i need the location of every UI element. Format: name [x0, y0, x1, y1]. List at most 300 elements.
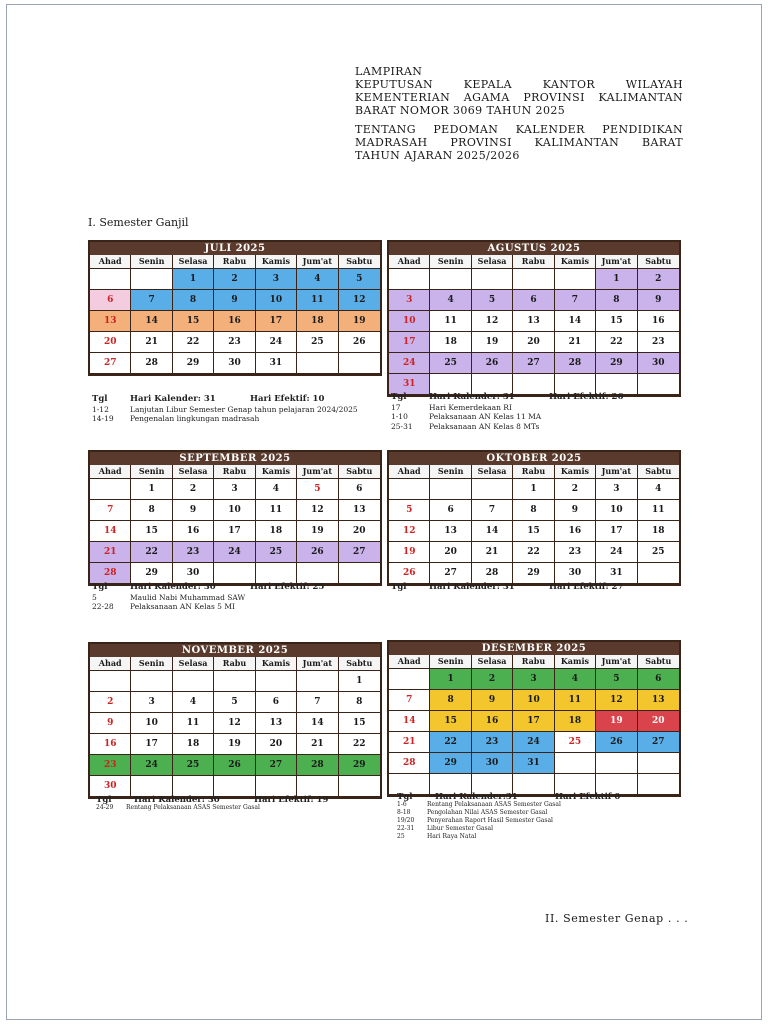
weekday-header: Selasa [472, 465, 513, 479]
calendar-day: 24 [256, 332, 297, 353]
summary-kalender: Hari Kalender: 31 [130, 394, 216, 404]
calendar-day: 6 [513, 290, 554, 311]
calendar-grid [90, 657, 380, 797]
calendar-day: 20 [638, 711, 679, 732]
calendar-day: 22 [596, 332, 637, 353]
calendar-notes-juli [92, 395, 384, 424]
summary-kalender: Hari Kalender: 31 [429, 392, 515, 402]
weekday-header: Rabu [214, 465, 255, 479]
calendar-day: 7 [555, 290, 596, 311]
calendar-day: 18 [173, 734, 214, 755]
calendar-day: 2 [90, 692, 131, 713]
calendar-summary [397, 793, 687, 801]
calendar-day: 22 [173, 332, 214, 353]
summary-kalender: Hari Kalender: 30 [130, 582, 216, 592]
calendar-day: 14 [472, 521, 513, 542]
calendar-day: 18 [555, 711, 596, 732]
calendar-summary [391, 393, 683, 403]
calendar-day: 1 [596, 269, 637, 290]
calendar-day: 8 [173, 290, 214, 311]
calendar-empty-cell [173, 671, 214, 692]
calendar-day: 21 [555, 332, 596, 353]
note-date: 22-28 [92, 602, 114, 611]
calendar-day: 8 [513, 500, 554, 521]
calendar-day: 11 [173, 713, 214, 734]
weekday-header: Sabtu [638, 465, 679, 479]
header-line: KEPUTUSAN KEPALA KANTOR WILAYAH [355, 78, 683, 91]
calendar-day: 5 [389, 500, 430, 521]
calendar-day: 5 [214, 692, 255, 713]
calendar-day: 15 [513, 521, 554, 542]
calendar-day: 22 [339, 734, 380, 755]
weekday-header: Jum'at [596, 255, 637, 269]
calendar-title: NOVEMBER 2025 [90, 644, 380, 657]
calendar-day: 4 [638, 479, 679, 500]
note-date: 1-12 [92, 404, 109, 414]
calendar-empty-cell [173, 776, 214, 797]
calendar-day: 2 [472, 669, 513, 690]
calendar-day: 29 [430, 753, 471, 774]
note-row [92, 593, 384, 603]
calendar-day: 4 [173, 692, 214, 713]
calendar-day: 26 [472, 353, 513, 374]
calendar-day: 21 [131, 332, 172, 353]
calendar-day: 23 [638, 332, 679, 353]
calendar-day: 18 [256, 521, 297, 542]
calendar-day: 10 [214, 500, 255, 521]
calendar-day: 24 [513, 732, 554, 753]
note-row [397, 817, 687, 825]
weekday-header: Sabtu [339, 255, 380, 269]
weekday-header: Selasa [173, 465, 214, 479]
calendar-empty-cell [90, 671, 131, 692]
calendar-day: 4 [430, 290, 471, 311]
calendar-oktober [387, 450, 681, 586]
calendar-day: 9 [472, 690, 513, 711]
note-date: 17 [391, 402, 401, 412]
note-row [391, 412, 683, 422]
calendar-day: 1 [430, 669, 471, 690]
note-text: Maulid Nabi Muhammad SAW [130, 592, 246, 602]
calendar-day: 26 [297, 542, 338, 563]
calendar-day: 16 [638, 311, 679, 332]
weekday-header: Selasa [472, 655, 513, 669]
calendar-day: 30 [638, 353, 679, 374]
header-line: MADRASAH PROVINSI KALIMANTAN BARAT [355, 136, 683, 149]
calendar-day: 29 [596, 353, 637, 374]
calendar-day: 11 [430, 311, 471, 332]
calendar-day: 15 [173, 311, 214, 332]
note-date: 25-31 [391, 421, 413, 431]
calendar-empty-cell [513, 269, 554, 290]
calendar-juli [88, 240, 382, 376]
calendar-day: 8 [339, 692, 380, 713]
calendar-day: 16 [555, 521, 596, 542]
calendar-day: 5 [339, 269, 380, 290]
calendar-day: 28 [389, 753, 430, 774]
calendar-day: 10 [131, 713, 172, 734]
calendar-empty-cell [596, 753, 637, 774]
next-section-label: II. Semester Genap . . . [545, 912, 689, 925]
calendar-day: 10 [513, 690, 554, 711]
calendar-day: 12 [389, 521, 430, 542]
calendar-empty-cell [297, 671, 338, 692]
calendar-empty-cell [555, 269, 596, 290]
calendar-day: 23 [555, 542, 596, 563]
summary-kalender: Hari Kalender: 30 [134, 795, 220, 805]
weekday-header: Kamis [555, 465, 596, 479]
summary-tgl: Tgl [92, 394, 108, 404]
note-text: Pengolahan Nilai ASAS Semester Gasal [427, 809, 548, 816]
calendar-day: 14 [555, 311, 596, 332]
weekday-header: Ahad [389, 655, 430, 669]
calendar-day: 11 [256, 500, 297, 521]
calendar-empty-cell [430, 269, 471, 290]
calendar-day: 6 [430, 500, 471, 521]
calendar-day: 6 [638, 669, 679, 690]
header-line: KEMENTERIAN AGAMA PROVINSI KALIMANTAN [355, 91, 683, 104]
calendar-day: 1 [131, 479, 172, 500]
calendar-day: 2 [555, 479, 596, 500]
weekday-header: Rabu [214, 255, 255, 269]
calendar-day: 9 [90, 713, 131, 734]
weekday-header: Senin [430, 255, 471, 269]
calendar-day: 1 [339, 671, 380, 692]
calendar-empty-cell [638, 753, 679, 774]
weekday-header: Senin [131, 465, 172, 479]
calendar-day: 13 [430, 521, 471, 542]
calendar-day: 28 [131, 353, 172, 374]
calendar-notes-oktober [391, 583, 683, 593]
calendar-day: 19 [472, 332, 513, 353]
calendar-day: 26 [339, 332, 380, 353]
calendar-day: 7 [297, 692, 338, 713]
calendar-day: 29 [131, 563, 172, 584]
calendar-day: 26 [214, 755, 255, 776]
semester-heading: I. Semester Ganjil [88, 216, 189, 229]
calendar-title: AGUSTUS 2025 [389, 242, 679, 255]
calendar-empty-cell [214, 671, 255, 692]
calendar-day: 13 [90, 311, 131, 332]
note-row [391, 422, 683, 432]
calendar-empty-cell [131, 269, 172, 290]
calendar-day: 21 [297, 734, 338, 755]
calendar-summary [92, 395, 384, 405]
calendar-empty-cell [256, 671, 297, 692]
calendar-day: 11 [297, 290, 338, 311]
note-row [92, 414, 384, 424]
calendar-day: 17 [596, 521, 637, 542]
calendar-day: 22 [430, 732, 471, 753]
header-line: BARAT NOMOR 3069 TAHUN 2025 [355, 104, 566, 117]
weekday-header: Ahad [389, 465, 430, 479]
calendar-day: 2 [214, 269, 255, 290]
calendar-day: 13 [256, 713, 297, 734]
calendar-empty-cell [638, 774, 679, 795]
weekday-header: Jum'at [596, 655, 637, 669]
calendar-day: 25 [430, 353, 471, 374]
calendar-day: 6 [256, 692, 297, 713]
calendar-day: 5 [472, 290, 513, 311]
weekday-header: Senin [430, 465, 471, 479]
calendar-day: 1 [513, 479, 554, 500]
calendar-day: 30 [214, 353, 255, 374]
calendar-november [88, 642, 382, 799]
weekday-header: Senin [131, 657, 172, 671]
calendar-day: 9 [638, 290, 679, 311]
calendar-day: 8 [131, 500, 172, 521]
calendar-day: 23 [214, 332, 255, 353]
note-row [391, 403, 683, 413]
calendar-day: 27 [638, 732, 679, 753]
calendar-day: 4 [256, 479, 297, 500]
calendar-day: 17 [214, 521, 255, 542]
weekday-header: Rabu [513, 465, 554, 479]
note-text: Rentang Pelaksanaan ASAS Semester Gasal [126, 804, 260, 811]
calendar-day: 5 [297, 479, 338, 500]
calendar-day: 21 [90, 542, 131, 563]
calendar-day: 12 [297, 500, 338, 521]
calendar-day: 21 [472, 542, 513, 563]
calendar-day: 18 [430, 332, 471, 353]
summary-efektif: Hari Efektif: 19 [254, 795, 329, 805]
calendar-empty-cell [214, 563, 255, 584]
calendar-day: 16 [214, 311, 255, 332]
summary-kalender: Hari Kalender:31 [435, 792, 518, 802]
calendar-empty-cell [339, 353, 380, 374]
calendar-day: 27 [430, 563, 471, 584]
note-date: 24-29 [96, 804, 114, 811]
note-date: 5 [92, 592, 97, 602]
calendar-day: 18 [297, 311, 338, 332]
calendar-empty-cell [339, 776, 380, 797]
calendar-day: 29 [173, 353, 214, 374]
note-row [397, 801, 687, 809]
calendar-day: 8 [596, 290, 637, 311]
note-text: Pengenalan lingkungan madrasah [130, 414, 260, 423]
calendar-empty-cell [256, 563, 297, 584]
header-line: LAMPIRAN [355, 65, 423, 78]
calendar-empty-cell [256, 776, 297, 797]
calendar-day: 31 [596, 563, 637, 584]
note-text: Libur Semester Gasal [427, 825, 494, 832]
calendar-day: 23 [173, 542, 214, 563]
header-line: TENTANG PEDOMAN KALENDER PENDIDIKAN [355, 123, 683, 136]
calendar-day: 27 [90, 353, 131, 374]
weekday-header: Ahad [90, 657, 131, 671]
calendar-day: 9 [555, 500, 596, 521]
weekday-header: Sabtu [638, 655, 679, 669]
summary-tgl: Tgl [391, 582, 407, 592]
note-text: Pelaksanaan AN Kelas 11 MA [429, 412, 542, 421]
calendar-empty-cell [430, 479, 471, 500]
calendar-day: 13 [339, 500, 380, 521]
calendar-day: 3 [389, 290, 430, 311]
calendar-day: 9 [173, 500, 214, 521]
calendar-day: 31 [513, 753, 554, 774]
calendar-summary [96, 796, 386, 804]
calendar-day: 29 [339, 755, 380, 776]
calendar-desember [387, 640, 681, 797]
calendar-day: 30 [555, 563, 596, 584]
note-date: 25 [397, 833, 405, 840]
calendar-empty-cell [555, 753, 596, 774]
calendar-day: 31 [256, 353, 297, 374]
calendar-empty-cell [131, 776, 172, 797]
weekday-header: Kamis [555, 655, 596, 669]
calendar-day: 3 [214, 479, 255, 500]
calendar-agustus [387, 240, 681, 397]
note-date: 22-31 [397, 825, 415, 832]
calendar-empty-cell [297, 563, 338, 584]
calendar-notes-november [96, 796, 386, 812]
calendar-day: 10 [596, 500, 637, 521]
note-row [92, 602, 384, 612]
calendar-september [88, 450, 382, 586]
weekday-header: Ahad [389, 255, 430, 269]
calendar-day: 22 [131, 542, 172, 563]
weekday-header: Rabu [513, 255, 554, 269]
calendar-day: 28 [90, 563, 131, 584]
calendar-notes-desember [397, 793, 687, 841]
weekday-header: Jum'at [297, 255, 338, 269]
note-text: Pelaksanaan AN Kelas 5 MI [130, 602, 235, 611]
calendar-day: 14 [131, 311, 172, 332]
note-row [397, 825, 687, 833]
calendar-day: 6 [339, 479, 380, 500]
summary-efektif: Hari Efektif: 27 [549, 582, 624, 592]
calendar-empty-cell [214, 776, 255, 797]
calendar-day: 25 [297, 332, 338, 353]
calendar-day: 7 [472, 500, 513, 521]
calendar-summary [92, 583, 384, 593]
calendar-day: 13 [513, 311, 554, 332]
calendar-day: 19 [389, 542, 430, 563]
calendar-day: 17 [513, 711, 554, 732]
summary-tgl: Tgl [92, 582, 108, 592]
calendar-day: 7 [389, 690, 430, 711]
calendar-day: 15 [430, 711, 471, 732]
weekday-header: Ahad [90, 255, 131, 269]
weekday-header: Kamis [256, 657, 297, 671]
weekday-header: Rabu [214, 657, 255, 671]
calendar-day: 24 [389, 353, 430, 374]
weekday-header: Sabtu [339, 657, 380, 671]
calendar-day: 19 [339, 311, 380, 332]
calendar-day: 25 [555, 732, 596, 753]
calendar-day: 27 [256, 755, 297, 776]
calendar-day: 15 [339, 713, 380, 734]
calendar-day: 24 [214, 542, 255, 563]
calendar-empty-cell [297, 353, 338, 374]
note-row [397, 809, 687, 817]
calendar-day: 17 [256, 311, 297, 332]
note-text: Lanjutan Libur Semester Genap tahun pelajaran 2024/2025 [130, 404, 358, 414]
calendar-day: 26 [596, 732, 637, 753]
weekday-header: Rabu [513, 655, 554, 669]
calendar-day: 20 [339, 521, 380, 542]
calendar-empty-cell [638, 563, 679, 584]
calendar-day: 26 [389, 563, 430, 584]
calendar-day: 3 [596, 479, 637, 500]
calendar-day: 25 [173, 755, 214, 776]
calendar-day: 15 [596, 311, 637, 332]
calendar-empty-cell [339, 563, 380, 584]
calendar-notes-september [92, 583, 384, 612]
calendar-day: 7 [90, 500, 131, 521]
document-header [355, 65, 683, 162]
calendar-day: 12 [214, 713, 255, 734]
weekday-header: Kamis [256, 255, 297, 269]
calendar-day: 11 [638, 500, 679, 521]
weekday-header: Jum'at [596, 465, 637, 479]
calendar-grid [90, 255, 380, 374]
note-row [96, 804, 386, 812]
weekday-header: Jum'at [297, 465, 338, 479]
weekday-header: Kamis [256, 465, 297, 479]
note-text: Hari Kemerdekaan RI [429, 402, 512, 412]
calendar-day: 30 [173, 563, 214, 584]
summary-tgl: Tgl [397, 792, 413, 802]
calendar-day: 20 [256, 734, 297, 755]
note-text: Rentang Pelaksanaan ASAS Semester Gasal [427, 801, 561, 808]
calendar-day: 27 [339, 542, 380, 563]
calendar-day: 28 [297, 755, 338, 776]
calendar-day: 31 [389, 374, 430, 395]
calendar-empty-cell [297, 776, 338, 797]
calendar-day: 8 [430, 690, 471, 711]
note-row [397, 833, 687, 841]
calendar-empty-cell [472, 269, 513, 290]
calendar-day: 3 [513, 669, 554, 690]
summary-tgl: Tgl [96, 795, 112, 805]
calendar-day: 24 [596, 542, 637, 563]
calendar-day: 7 [131, 290, 172, 311]
calendar-day: 12 [596, 690, 637, 711]
calendar-day: 12 [472, 311, 513, 332]
calendar-grid [90, 465, 380, 584]
calendar-title: JULI 2025 [90, 242, 380, 255]
calendar-day: 6 [90, 290, 131, 311]
header-line: TAHUN AJARAN 2025/2026 [355, 149, 520, 162]
calendar-day: 3 [131, 692, 172, 713]
calendar-day: 13 [638, 690, 679, 711]
calendar-day: 19 [214, 734, 255, 755]
note-date: 8-18 [397, 809, 411, 816]
calendar-day: 28 [472, 563, 513, 584]
calendar-day: 19 [297, 521, 338, 542]
calendar-empty-cell [472, 479, 513, 500]
calendar-day: 14 [297, 713, 338, 734]
calendar-day: 9 [214, 290, 255, 311]
calendar-day: 18 [638, 521, 679, 542]
calendar-day: 17 [389, 332, 430, 353]
calendar-day: 25 [638, 542, 679, 563]
calendar-day: 12 [339, 290, 380, 311]
weekday-header: Selasa [173, 657, 214, 671]
calendar-grid [389, 655, 679, 795]
calendar-day: 16 [173, 521, 214, 542]
weekday-header: Kamis [555, 255, 596, 269]
calendar-day: 17 [131, 734, 172, 755]
calendar-day: 3 [256, 269, 297, 290]
calendar-day: 16 [472, 711, 513, 732]
calendar-title: DESEMBER 2025 [389, 642, 679, 655]
calendar-day: 29 [513, 563, 554, 584]
weekday-header: Ahad [90, 465, 131, 479]
calendar-day: 23 [472, 732, 513, 753]
weekday-header: Jum'at [297, 657, 338, 671]
